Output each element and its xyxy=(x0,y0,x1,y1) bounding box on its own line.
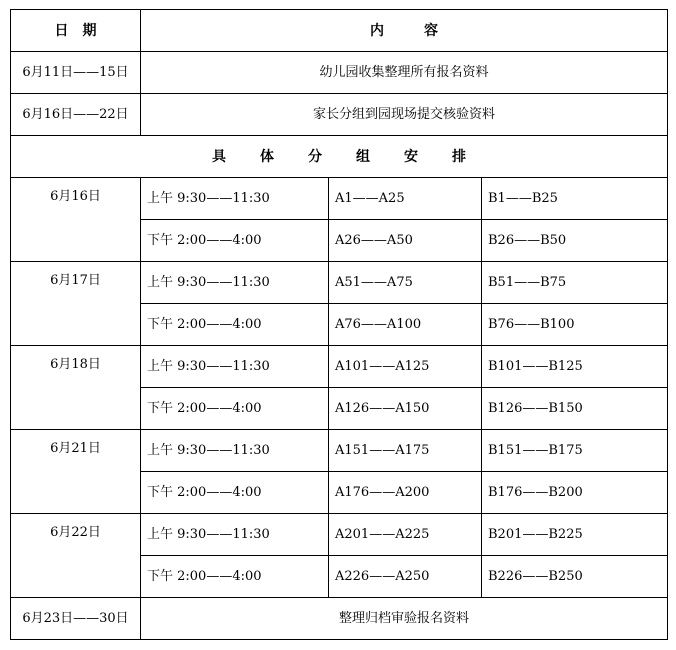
arrangement-title-row xyxy=(11,136,668,178)
group-b-range: B126——B150 xyxy=(482,388,668,430)
group-b-range: B201——B225 xyxy=(482,514,668,556)
table-body xyxy=(11,10,668,640)
phase-content: 幼儿园收集整理所有报名资料 xyxy=(141,52,668,94)
schedule-row xyxy=(11,514,668,556)
time-slot: 下午 2:00——4:00 xyxy=(141,220,329,262)
time-slot: 上午 9:30——11:30 xyxy=(141,514,329,556)
phase-row-verification xyxy=(11,94,668,136)
group-a-range: A151——A175 xyxy=(329,430,482,472)
group-b-range: B26——B50 xyxy=(482,220,668,262)
group-a-range: A51——A75 xyxy=(329,262,482,304)
group-a-range: A26——A50 xyxy=(329,220,482,262)
time-slot: 下午 2:00——4:00 xyxy=(141,304,329,346)
header-date: 日期 xyxy=(11,10,141,52)
schedule-row xyxy=(11,178,668,220)
time-slot: 上午 9:30——11:30 xyxy=(141,178,329,220)
header-content: 内容 xyxy=(141,10,668,52)
group-a-range: A176——A200 xyxy=(329,472,482,514)
phase-row-collection xyxy=(11,52,668,94)
group-b-range: B226——B250 xyxy=(482,556,668,598)
phase-content: 家长分组到园现场提交核验资料 xyxy=(141,94,668,136)
registration-schedule-table xyxy=(10,9,668,640)
group-a-range: A126——A150 xyxy=(329,388,482,430)
final-phase-row xyxy=(11,598,668,640)
phase-date: 6月16日——22日 xyxy=(11,94,141,136)
group-b-range: B1——B25 xyxy=(482,178,668,220)
time-slot: 下午 2:00——4:00 xyxy=(141,388,329,430)
group-a-range: A1——A25 xyxy=(329,178,482,220)
group-b-range: B101——B125 xyxy=(482,346,668,388)
schedule-date: 6月22日 xyxy=(11,514,141,598)
group-a-range: A76——A100 xyxy=(329,304,482,346)
schedule-row xyxy=(11,262,668,304)
phase-date: 6月23日——30日 xyxy=(11,598,141,640)
time-slot: 下午 2:00——4:00 xyxy=(141,472,329,514)
header-row xyxy=(11,10,668,52)
time-slot: 上午 9:30——11:30 xyxy=(141,346,329,388)
schedule-row xyxy=(11,346,668,388)
phase-date: 6月11日——15日 xyxy=(11,52,141,94)
group-a-range: A226——A250 xyxy=(329,556,482,598)
group-b-range: B176——B200 xyxy=(482,472,668,514)
schedule-date: 6月18日 xyxy=(11,346,141,430)
schedule-date: 6月16日 xyxy=(11,178,141,262)
time-slot: 下午 2:00——4:00 xyxy=(141,556,329,598)
schedule-date: 6月21日 xyxy=(11,430,141,514)
group-a-range: A101——A125 xyxy=(329,346,482,388)
time-slot: 上午 9:30——11:30 xyxy=(141,262,329,304)
arrangement-title: 具体分组安排 xyxy=(11,136,668,178)
schedule-date: 6月17日 xyxy=(11,262,141,346)
group-a-range: A201——A225 xyxy=(329,514,482,556)
group-b-range: B76——B100 xyxy=(482,304,668,346)
time-slot: 上午 9:30——11:30 xyxy=(141,430,329,472)
group-b-range: B51——B75 xyxy=(482,262,668,304)
schedule-row xyxy=(11,430,668,472)
group-b-range: B151——B175 xyxy=(482,430,668,472)
phase-content: 整理归档审验报名资料 xyxy=(141,598,668,640)
